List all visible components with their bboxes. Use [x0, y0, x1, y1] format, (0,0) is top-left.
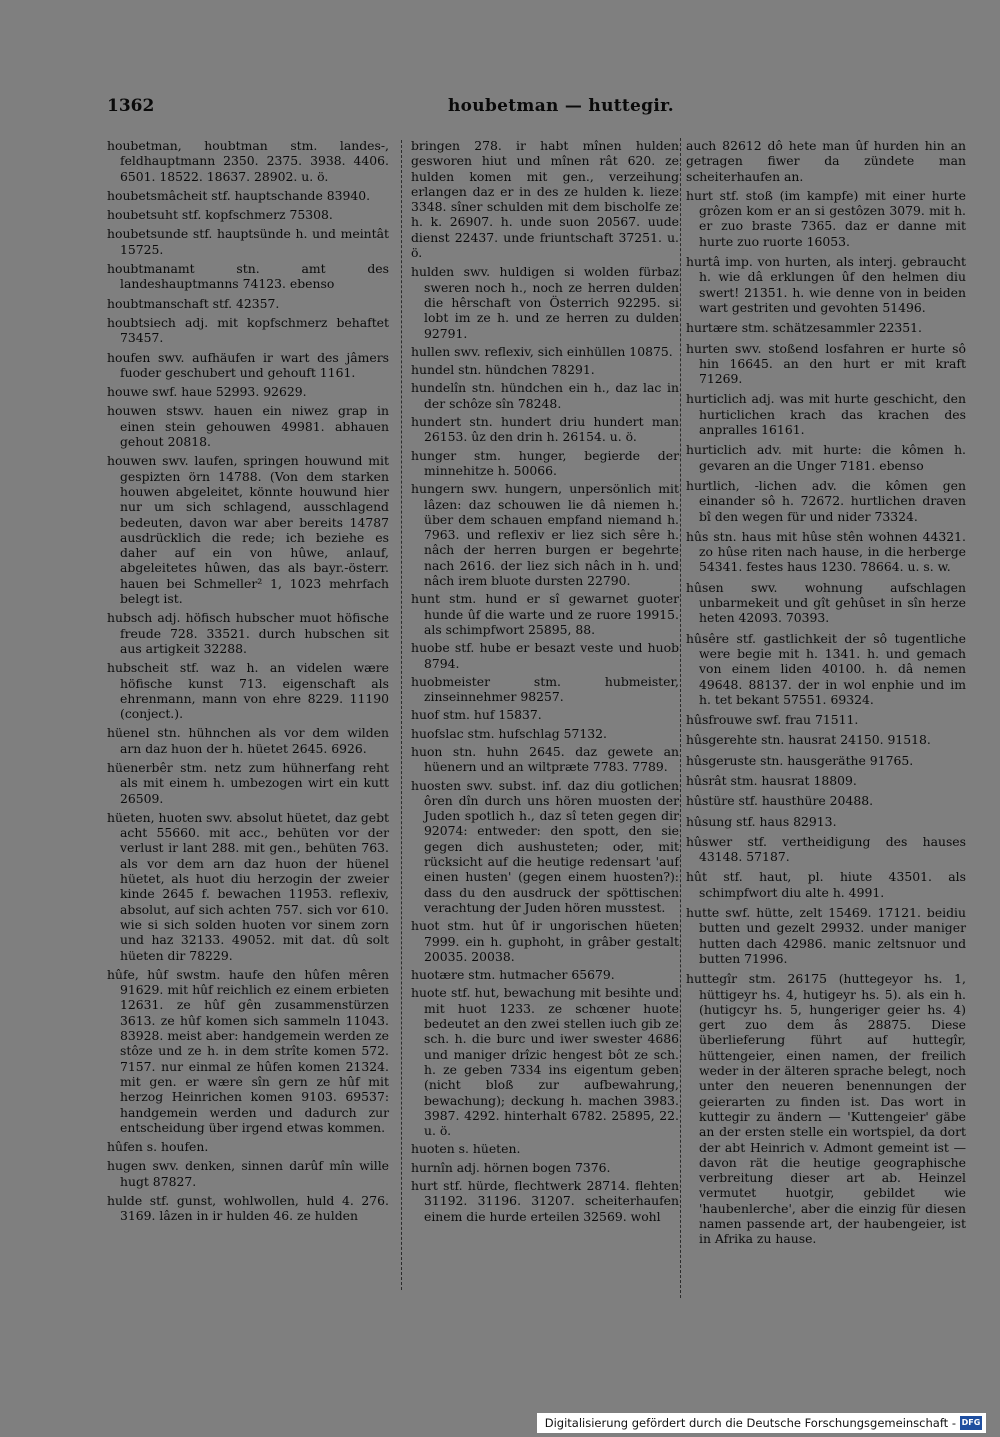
dictionary-entry: huofslac stm. hufschlag 57132. — [411, 725, 607, 741]
dictionary-entry: huotære stm. hutmacher 65679. — [411, 967, 615, 983]
dictionary-entry: houwen swv. laufen, springen houwund mit gespizten örn 14788. (Von dem starken houwen abgeleitet, könnte houwund hier nur um sich schlagend, ausschlagend bedeuten, davon war aber bereits 14787 ausdrücklich die rede; ich beziehe es daher auf ein von hûwe, anlauf, abgeleitetes hûwen, das als bayr.-österr. hauen bei Schmeller² 1, 1023 mehrfach belegt ist. — [107, 453, 389, 607]
dictionary-entry: hurtâ imp. von hurten, als interj. gebraucht h. wie dâ erklungen ûf den helmen diu swert! 21351. h. wie denne von in beiden wart gestriten und gevohten 51496. — [686, 254, 966, 315]
dictionary-entry: houbetsunde stf. hauptsünde h. und meintât 15725. — [107, 226, 389, 257]
dictionary-entry: hurticlich adj. was mit hurte geschicht, den hurticlichen krach das krachen des anpralles 16161. — [686, 391, 966, 438]
dictionary-entry: huobmeister stm. hubmeister, zinseinnehmer 98257. — [411, 673, 679, 705]
dictionary-entry: houbetsuht stf. kopfschmerz 75308. — [107, 207, 333, 223]
dictionary-entry: hüeten, huoten swv. absolut hüetet, daz gebt acht 55660. mit acc., behüten vor der verlust ir lant 288. mit gen., behüten 763. als vor dem arn daz huon der hüenel hüetet, als huot diu herzogin der zweier kinde 2645 f. bewachen 11953. reflexiv, absolut, auf sich achten 757. sich vor 610. wie si sich solden huoten vor sinem zorn und haz 32133. 49052. mit dat. dû solt hüeten dir 78229. — [107, 809, 389, 963]
dictionary-entry: hurtære stm. schätzesammler 22351. — [686, 320, 922, 336]
dictionary-entry: hutte swf. hütte, zelt 15469. 17121. beidiu butten und gezelt 29932. under maniger hutten dach 42986. manic zeltsnuor und butten 71996. — [686, 905, 966, 966]
dictionary-entry: huttegîr stm. 26175 (huttegeyor hs. 1, hüttigeyr hs. 4, hutigeyr hs. 5). als ein h. (hutigcyr hs. 5, hungeriger geier hs. 4) gert zuo dem âs 28875. Diese überlieferung führt auf huttegîr, hüttengeier, einen namen, der freilich weder in der älteren sprache belegt, noch unter den neueren benennungen der geierarten zu finden ist. Das wort in kuttegir zu ändern — 'Kuttengeier' gäbe an der ersten stelle ein wortspiel, da dort der abt Heinrich v. Admont gemeint ist — davon rät die heutige geographische verbreitung dieser art ab. Heinzel vermutet huotgir, gebildet wie 'haubenlerche', aber die einzig für diesen namen passende art, der haubengeier, ist in Afrika zu hause. — [686, 971, 966, 1247]
dictionary-entry: hulden swv. huldigen si wolden fürbaz sweren noch h., noch ze herren dulden die hêrschaft von Österrich 92295. si lobt im ze h. und ze herren zu dulden 92791. — [411, 264, 679, 341]
column-divider — [680, 138, 681, 1298]
footer-text: Digitalisierung gefördert durch die Deutsche Forschungsgemeinschaft - — [544, 1416, 956, 1430]
dictionary-entry: hulde stf. gunst, wohlwollen, huld 4. 276. 3169. lâzen in ir hulden 46. ze hulden — [107, 1193, 389, 1224]
dictionary-column-middle — [411, 138, 679, 1227]
dictionary-entry: houbtmanamt stn. amt des landeshauptmanns 74123. ebenso — [107, 261, 389, 292]
dictionary-entry: hûsgerehte stn. hausrat 24150. 91518. — [686, 732, 931, 748]
dictionary-entry: hurnîn adj. hörnen bogen 7376. — [411, 1159, 611, 1175]
dictionary-entry: hûs stn. haus mit hûse stên wohnen 44321. zo hûse riten nach hause, in die herberge 54341. festes haus 1230. 78664. u. s. w. — [686, 528, 966, 575]
dictionary-entry: hûsfrouwe swf. frau 71511. — [686, 712, 859, 728]
running-head: houbetman — huttegir. — [448, 96, 675, 116]
dictionary-entry: huosten swv. subst. inf. daz diu gotlichen ôren dîn durch uns hören muosten der Juden spotlich h., daz sî teten gegen dir 92074: entweder: den spott, den sie gegen dich aushusteten; oder, mit rücksicht auf die heutige redensart 'auf einen husten' (gegen einem huosten?): dass du den ausdruck der spöttischen verachtung der Juden hören musstest. — [411, 777, 679, 915]
dictionary-entry: hullen swv. reflexiv, sich einhüllen 10875. — [411, 343, 673, 359]
dictionary-entry: hurten swv. stoßend losfahren er hurte sô hin 16645. an den hurt er mit kraft 71269. — [686, 340, 966, 387]
dictionary-entry: hundel stn. hündchen 78291. — [411, 362, 595, 378]
dictionary-entry: hurt stf. hürde, flechtwerk 28714. flehten 31192. 31196. 31207. scheiterhaufen einem die hurde erteilen 32569. wohl — [411, 1178, 679, 1224]
entry-continuation: auch 82612 dô hete man ûf hurden hin an getragen fiwer da zündete man scheiterhaufen an. — [686, 138, 966, 184]
dictionary-entry: houfen swv. aufhäufen ir wart des jâmers fuoder geschubert und gehouft 1161. — [107, 349, 389, 380]
dictionary-entry: huof stm. huf 15837. — [411, 707, 542, 723]
dictionary-entry: hurticlich adv. mit hurte: die kômen h. gevaren an die Unger 7181. ebenso — [686, 442, 966, 473]
dictionary-entry: huot stm. hut ûf ir ungorischen hüeten 7999. ein h. guphoht, in grâber gestalt 20035. 20038. — [411, 918, 679, 964]
dictionary-column-left — [107, 138, 389, 1228]
dictionary-entry: hûsgeruste stn. hausgeräthe 91765. — [686, 752, 914, 768]
dictionary-entry: hubscheit stf. waz h. an videlen wære höfische kunst 713. eigenschaft als ehrenmann, mann von ehre 8229. 11190 (conject.). — [107, 660, 389, 722]
dictionary-entry: hût stf. haut, pl. hiute 43501. als schimpfwort diu alte h. 4991. — [686, 869, 966, 900]
dictionary-entry: hûfe, hûf swstm. haufe den hûfen mêren 91629. mit hûf reichlich ez einem erbieten 12631. ze hûf gên zusammenstürzen 3613. ze hûf komen sich sammeln 11043. 83928. meist aber: handgemein werden ze stôze und ze h. in dem strîte komen 572. 7157. nur einmal ze hûfen komen 21324. mit gen. er wære sîn gern ze hûf mit herzog Heinrichen komen 9103. 69537: handgemein werden und dadurch zur entscheidung über irgend etwas kommen. — [107, 966, 389, 1135]
dictionary-entry: hugen swv. denken, sinnen darûf mîn wille hugt 87827. — [107, 1158, 389, 1189]
dictionary-entry: houbetsmâcheit stf. hauptschande 83940. — [107, 187, 371, 203]
dfg-logo-icon: DFG — [960, 1416, 982, 1430]
dictionary-entry: hurtlich, -lichen adv. die kômen gen einander sô h. 72672. hurtlichen draven bî den wegen für und nider 73324. — [686, 477, 966, 524]
page-number: 1362 — [107, 96, 155, 116]
dictionary-entry: huote stf. hut, bewachung mit besihte und mit huot 1233. ze schœner huote bedeutet an den zwei stellen iuch gib ze sch. h. die burc und iwer swester 4686 und maniger drîzic hengest bôt ze sch. h. ze geben 7334 ins eigentum geben (nicht bloß zur aufbewahrung, bewachung); deckung h. machen 3983. 3987. 4292. hinterhalt 6782. 25895, 22. u. ö. — [411, 985, 679, 1139]
dictionary-entry: houbtmanschaft stf. 42357. — [107, 295, 280, 311]
column-divider — [401, 140, 402, 1290]
dictionary-entry: hundert stn. hundert driu hundert man 26153. ûz den drin h. 26154. u. ö. — [411, 414, 679, 445]
dictionary-entry: houwe swf. haue 52993. 92629. — [107, 384, 307, 400]
dictionary-entry: hûsen swv. wohnung aufschlagen unbarmekeit und gît gehûset in sîn herze heten 42093. 70393. — [686, 579, 966, 626]
funding-footer — [537, 1413, 986, 1433]
dictionary-entry: hungern swv. hungern, unpersönlich mit lâzen: daz schouwen lie dâ niemen h. über dem schauen empfand niemand h. 7963. und reflexiv er liez sich sêre h. nâch der herren burgen er begehrte nach 2616. der liez sich nâch in h. und nâch irem bluote dursten 22790. — [411, 481, 679, 589]
dictionary-entry: hundelîn stn. hündchen ein h., daz lac in der schôze sîn 78248. — [411, 380, 679, 411]
entry-continuation: bringen 278. ir habt mînen hulden gesworen hiut und mînen rât 620. ze hulden komen mit gen., verzeihung erlangen daz er in des ze hulden k. liezе 3348. sîner schulden mit dem bischolfe ze h. k. 26907. h. unde suon 20567. uude dienst 22437. unde friuntschaft 37251. u. ö. — [411, 138, 679, 261]
dictionary-entry: hunger stm. hunger, begierde der minnehitze h. 50066. — [411, 447, 679, 478]
dictionary-entry: hüenel stn. hühnchen als vor dem wilden arn daz huon der h. hüetet 2645. 6926. — [107, 725, 389, 756]
dictionary-entry: houwen stswv. hauen ein niwez grap in einen stein gehouwen 49981. abhauen gehout 20818. — [107, 403, 389, 450]
dictionary-entry: hûsrât stm. hausrat 18809. — [686, 772, 857, 788]
dictionary-entry: hunt stm. hund er sî gewarnet guoter hunde ûf die warte und ze ruore 19915. als schimpfwort 25895, 88. — [411, 591, 679, 637]
dictionary-entry: hubsch adj. höfisch hubscher muot höfische freude 728. 33521. durch hubschen sit aus artigkeit 32288. — [107, 610, 389, 656]
dictionary-entry: hurt stf. stoß (im kampfe) mit einer hurte grôzen kom er an si gestôzen 3079. mit h. er zuo braste 7365. daz er danne mit hurte zuo ruorte 16053. — [686, 187, 966, 249]
dictionary-entry: houbtsiech adj. mit kopfschmerz behaftet 73457. — [107, 314, 389, 346]
dictionary-entry: hûsung stf. haus 82913. — [686, 813, 837, 829]
dictionary-entry: hûstüre stf. hausthüre 20488. — [686, 793, 874, 809]
dictionary-column-right — [686, 138, 966, 1252]
dictionary-entry: hûfen s. houfen. — [107, 1139, 209, 1155]
dictionary-entry: houbetman, houbtman stm. landes-, feldhauptmann 2350. 2375. 3938. 4406. 6501. 18522. 18637. 28902. u. ö. — [107, 138, 389, 184]
dictionary-entry: huoten s. hüeten. — [411, 1141, 521, 1157]
dictionary-entry: huobe stf. hube er besazt veste und huob 8794. — [411, 640, 679, 671]
dictionary-entry: hüenerbêr stm. netz zum hühnerfang reht als mit einem h. umbezogen wirt ein kutt 26509. — [107, 759, 389, 806]
dictionary-entry: hûsêre stf. gastlichkeit der sô tugentliche were begie mit h. 1341. h. und gemach von einem liden 40100. h. dâ nemen 49648. 88137. der in wol enphie und im h. tet bekant 57551. 69324. — [686, 630, 966, 707]
dictionary-entry: huon stn. huhn 2645. daz gewete an hüenern und an wiltpræte 7783. 7789. — [411, 743, 679, 775]
dictionary-entry: hûswer stf. vertheidigung des hauses 43148. 57187. — [686, 833, 966, 865]
